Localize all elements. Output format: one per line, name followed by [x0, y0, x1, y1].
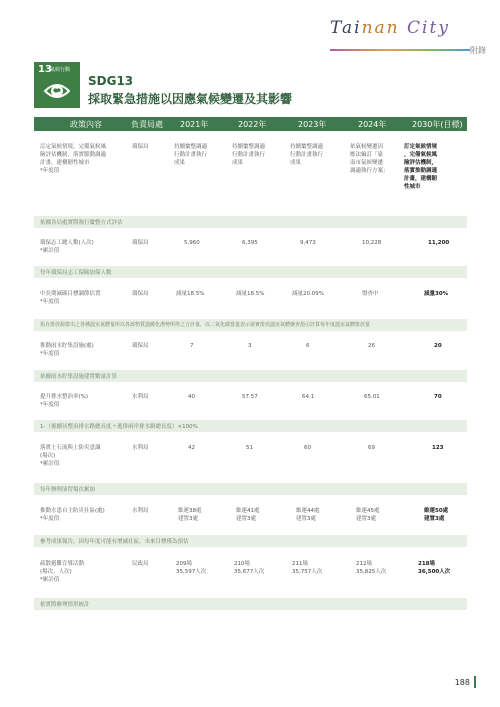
- value-2021: 7: [190, 343, 194, 349]
- value-2024: [350, 143, 389, 175]
- policy-line: 推動雨水貯集設施(處): [40, 343, 94, 349]
- value-2024: 69: [368, 445, 375, 451]
- value-line: 維運38處: [178, 508, 202, 514]
- sdg-code: SDG13: [88, 74, 134, 88]
- value-2023: [296, 507, 320, 523]
- agency-cell: 環保局: [132, 240, 149, 246]
- brand-text-part2: nan: [361, 18, 400, 38]
- agency-cell: 水利局: [132, 445, 149, 451]
- value-2022: 6,395: [242, 240, 258, 246]
- row-note: 依實際辦理情形統計: [34, 598, 467, 610]
- value-line: 應法編訂「臺: [350, 152, 384, 158]
- policy-line: *累計值: [40, 248, 60, 254]
- value-2030: 減量30%: [424, 291, 449, 297]
- value-line: 依氣候變遷因: [350, 144, 384, 150]
- value-line: 35,757人次: [292, 569, 323, 575]
- value-2022: 51: [246, 445, 253, 451]
- policy-line: 環保志工總人數(人次): [40, 240, 94, 246]
- row-note: 依據各局處實際執行彙整方式評估: [34, 216, 467, 228]
- brand-text-part1: Tai: [330, 18, 362, 38]
- value-2024: 26: [368, 343, 375, 349]
- value-line: 行動計畫執行: [174, 152, 208, 158]
- policy-line: *年度值: [40, 351, 60, 357]
- sdg-title-block: [88, 74, 292, 107]
- page-number-bar: [474, 676, 476, 688]
- value-line: 持續彙整調適: [290, 144, 324, 150]
- value-line: 212場: [356, 561, 372, 567]
- column-header: 2022年: [238, 120, 267, 129]
- policy-line: (場次): [40, 453, 56, 459]
- column-header: 2023年: [298, 120, 327, 129]
- policy-cell: [40, 444, 101, 468]
- brand-underline: [330, 49, 470, 51]
- column-header: 2021年: [180, 120, 209, 129]
- value-2030: [404, 143, 437, 191]
- value-2024: [356, 560, 386, 576]
- page-number: 188: [454, 678, 470, 687]
- policy-cell: [40, 290, 101, 306]
- value-line: 維運50處: [424, 508, 449, 514]
- value-2030: 70: [434, 394, 442, 400]
- value-line: 建置3處: [424, 516, 445, 522]
- value-2023: 9,473: [300, 240, 316, 246]
- value-line: 險評估機制，: [404, 160, 438, 166]
- value-line: 南市氣候變遷: [350, 160, 384, 166]
- value-2021: 減量18.5%: [176, 291, 205, 297]
- policy-line: *累計值: [40, 461, 60, 467]
- policy-line: 訂定氣候情境，完備氣候風: [40, 144, 107, 150]
- policy-line: 疏散避難宣導活動: [40, 561, 85, 567]
- agency-cell: 水利局: [132, 508, 149, 514]
- table-header: [34, 117, 467, 131]
- sdg-title: 採取緊急措施以因應氣候變遷及其影響: [88, 92, 293, 106]
- value-2030: 123: [432, 445, 444, 451]
- climate-eye-icon: [44, 78, 70, 104]
- value-line: 訂定氣候情境: [404, 144, 438, 150]
- column-header: 政策內容: [70, 120, 102, 129]
- value-line: 建置3處: [296, 516, 316, 522]
- value-2022: [232, 143, 265, 167]
- agency-cell: 水利局: [132, 394, 149, 400]
- policy-line: *年度值: [40, 402, 60, 408]
- policy-cell: [40, 560, 84, 584]
- value-2022: [234, 560, 264, 576]
- value-line: 落實推動調適: [404, 168, 438, 174]
- value-line: 成果: [290, 160, 302, 166]
- value-line: 209場: [176, 561, 192, 567]
- sdg13-badge: [34, 62, 80, 108]
- appendix-label: 附錄: [470, 46, 486, 55]
- column-header: 2024年: [358, 120, 387, 129]
- value-line: 211場: [292, 561, 308, 567]
- policy-line: *年度值: [40, 168, 60, 174]
- value-2022: 減量18.5%: [236, 291, 265, 297]
- value-line: 持續彙整調適: [232, 144, 266, 150]
- policy-line: *年度值: [40, 299, 60, 305]
- value-line: 218場: [418, 561, 435, 567]
- value-line: 35,825人次: [356, 569, 387, 575]
- value-2021: [178, 507, 202, 523]
- policy-cell: [40, 393, 88, 409]
- policy-line: *年度值: [40, 516, 60, 522]
- value-2021: [174, 143, 207, 167]
- policy-cell: [40, 143, 106, 175]
- value-2021: 42: [188, 445, 195, 451]
- policy-line: *累計值: [40, 577, 60, 583]
- value-2021: [176, 560, 206, 576]
- policy-line: 險評估機制，落實脈動調適: [40, 152, 107, 158]
- value-line: 維運41處: [236, 508, 260, 514]
- value-2024: 盤查中: [362, 291, 379, 297]
- value-2024: [356, 507, 380, 523]
- policy-line: 落實土石流與土防災意識: [40, 445, 101, 451]
- value-line: 35,597人次: [176, 569, 207, 575]
- goal-label: 氣候行動: [50, 67, 71, 73]
- value-line: 210場: [234, 561, 250, 567]
- value-line: 建置3處: [356, 516, 376, 522]
- value-line: 成果: [232, 160, 244, 166]
- policy-cell: [40, 507, 105, 523]
- row-note: 指自排放源排出之各種溫室氣體量所以各該物質溫暖化潛勢所得之合計量，以二氧化碳當量表示第實排放溫室氣體盤查指引計算每年度溫室氣體排放量: [34, 319, 467, 331]
- policy-line: (場次、人次): [40, 569, 72, 575]
- value-2023: 減量20.09%: [292, 291, 324, 297]
- value-line: 維運44處: [296, 508, 320, 514]
- agency-cell: 環保局: [132, 343, 149, 349]
- value-line: 建置3處: [236, 516, 256, 522]
- column-header: 負責局處: [131, 120, 163, 129]
- value-2021: 5,960: [184, 240, 200, 246]
- value-line: 維運45處: [356, 508, 380, 514]
- agency-cell: 環保局: [132, 291, 149, 297]
- value-2022: 3: [248, 343, 252, 349]
- agency-cell: 環保局: [132, 144, 149, 150]
- column-header: 2030年(目標): [412, 120, 463, 129]
- row-note: 參考成果報告，因每年度可能有增減社區，未來目標僅為預估: [34, 535, 467, 547]
- value-line: 計畫，建構韌: [404, 176, 438, 182]
- value-line: ，完備氣候風: [404, 152, 438, 158]
- value-2030: [418, 560, 450, 576]
- row-note: 依據雨水貯集設施建置數量計算: [34, 370, 467, 382]
- value-2023: 6: [306, 343, 310, 349]
- value-2024: 10,228: [362, 240, 382, 246]
- agency-cell: 民政局: [132, 561, 149, 567]
- row-note: 每年環保局志工保險加保人數: [34, 266, 467, 278]
- value-line: 建置3處: [178, 516, 198, 522]
- value-line: 性城市: [404, 184, 421, 190]
- value-2022: [236, 507, 260, 523]
- policy-cell: [40, 342, 94, 358]
- goal-number: 13: [38, 64, 52, 75]
- policy-line: 推動水患自主防災社區(處): [40, 508, 105, 514]
- value-line: 行動計畫執行: [232, 152, 266, 158]
- brand-logo: [330, 18, 470, 48]
- brand-text-part3: City: [399, 18, 450, 38]
- value-2023: [292, 560, 322, 576]
- value-line: 36,500人次: [418, 569, 451, 575]
- value-2023: [290, 143, 323, 167]
- value-2022: 57.57: [242, 394, 258, 400]
- value-2023: 64.1: [302, 394, 315, 400]
- policy-line: 計畫，建構韌性城市: [40, 160, 90, 166]
- row-note: 每年辦理演習場次累加: [34, 483, 467, 495]
- value-2021: 40: [188, 394, 195, 400]
- policy-cell: [40, 239, 94, 255]
- value-2030: 20: [434, 343, 442, 349]
- value-line: 持續彙整調適: [174, 144, 208, 150]
- row-note: 1-（後續待整治排水路總長度＋逃排兩岸排水路總長度）×100%: [34, 420, 467, 432]
- policy-line: 中長期減碳目標調節估置: [40, 291, 101, 297]
- value-line: 成果: [174, 160, 186, 166]
- policy-line: 提升排水整治率(%): [40, 394, 89, 400]
- value-line: 35,677人次: [234, 569, 265, 575]
- value-2024: 65.01: [364, 394, 380, 400]
- value-line: 調適執行方案」: [350, 168, 389, 174]
- value-2030: [424, 507, 448, 523]
- value-line: 行動計畫執行: [290, 152, 324, 158]
- value-2030: 11,200: [428, 240, 450, 246]
- value-2023: 60: [304, 445, 311, 451]
